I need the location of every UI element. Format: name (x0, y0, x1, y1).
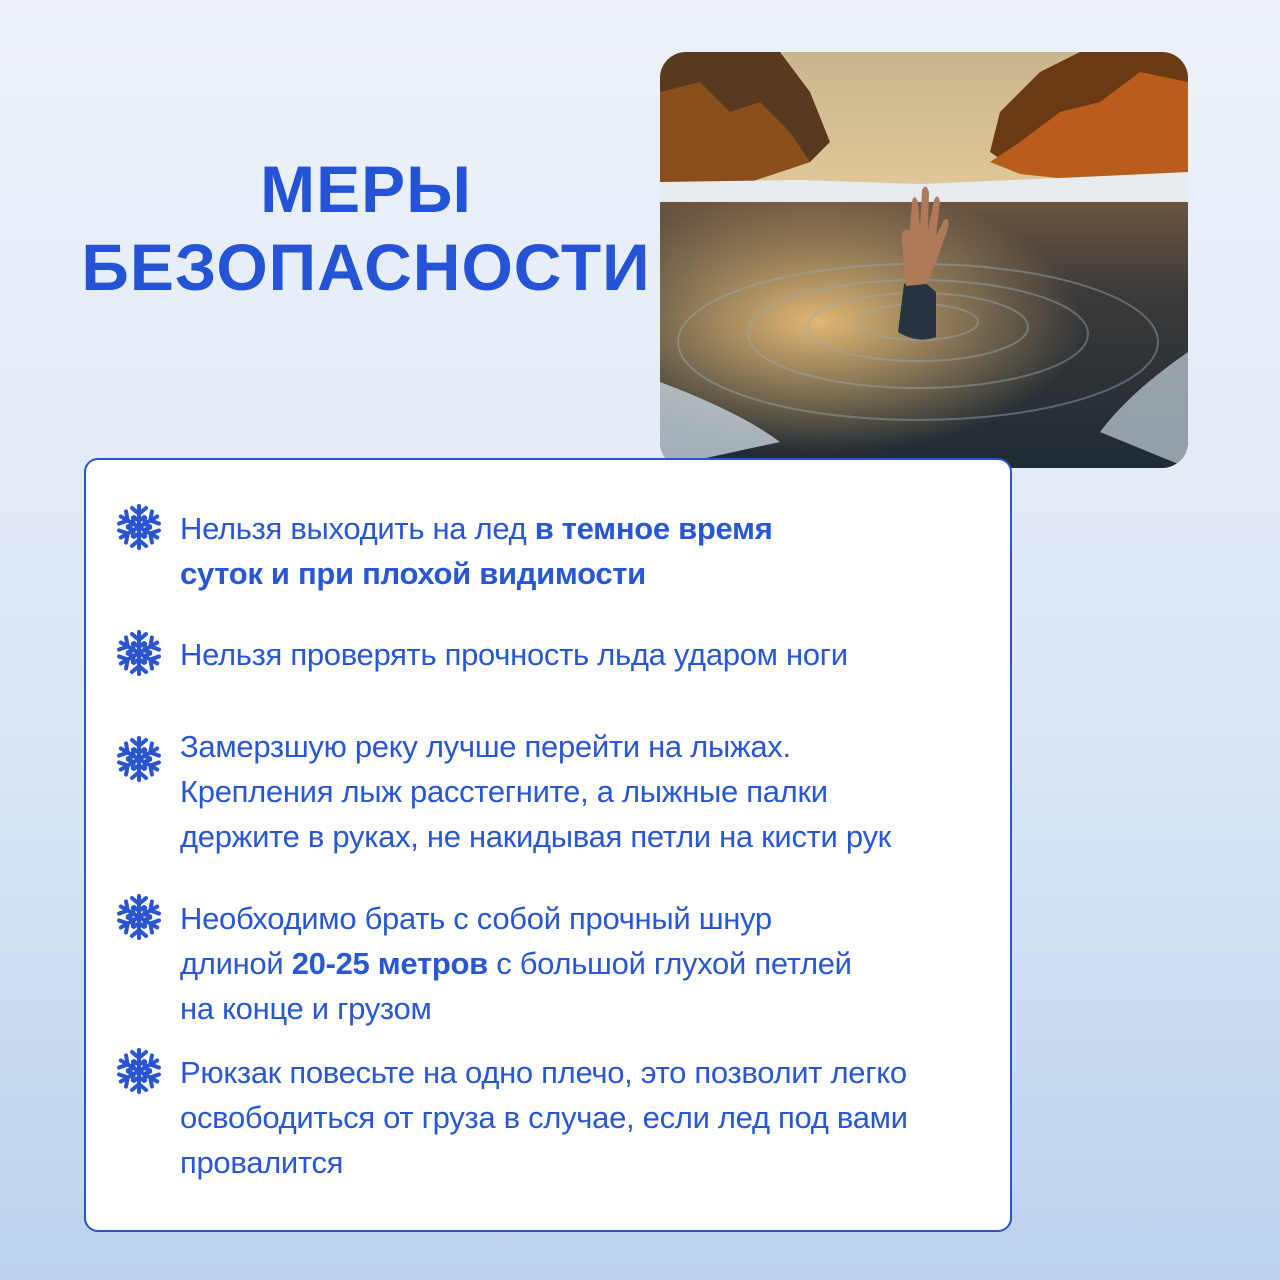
rule-item-1 (114, 506, 772, 596)
rule-3-line-1: Замерзшую реку лучше перейти на лыжах. (180, 729, 791, 764)
rule-item-2 (114, 632, 848, 678)
rule-text (180, 896, 852, 1031)
rule-text (180, 724, 891, 859)
rule-4-line-2c: с большой глухой петлей (487, 946, 852, 981)
rule-3-line-3: держите в руках, не накидывая петли на кисти рук (180, 819, 891, 854)
rule-5-line-3: провалится (180, 1145, 344, 1180)
rule-text (180, 506, 772, 596)
rule-text: Нельзя проверять прочность льда ударом ноги (180, 637, 848, 672)
rule-4-line-2a: длиной (180, 946, 292, 981)
snowflake-icon (114, 502, 164, 552)
safety-rules-card (84, 458, 1012, 1232)
title-line-1: МЕРЫ (260, 152, 472, 226)
snowflake-icon (114, 628, 164, 678)
rule-5-line-2: освободиться от груза в случае, если лед под вами (180, 1100, 908, 1135)
snowflake-icon (114, 1046, 164, 1096)
title-line-2: БЕЗОПАСНОСТИ (81, 230, 651, 304)
rule-item-3 (114, 724, 891, 859)
rule-1-text-a: Нельзя выходить на лед (180, 511, 535, 546)
rule-4-line-1: Необходимо брать с собой прочный шнур (180, 901, 772, 936)
drowning-hand-in-ice-hole-photo-icon (660, 52, 1188, 468)
rule-4-line-3: на конце и грузом (180, 991, 432, 1026)
rule-text (180, 1050, 908, 1185)
rule-4-bold: 20-25 метров (291, 946, 488, 981)
rule-5-line-1: Рюкзак повесьте на одно плечо, это позволит легко (180, 1055, 907, 1090)
rule-item-4 (114, 896, 852, 1031)
rule-item-5 (114, 1050, 908, 1185)
rule-1-bold-a: в темное время (534, 511, 773, 546)
rule-3-line-2: Крепления лыж расстегните, а лыжные палки (180, 774, 828, 809)
rule-1-bold-b: суток и при плохой видимости (180, 556, 646, 591)
snowflake-icon (114, 734, 164, 784)
snowflake-icon (114, 892, 164, 942)
ice-hole-photo (660, 52, 1188, 468)
page-title (66, 150, 666, 306)
